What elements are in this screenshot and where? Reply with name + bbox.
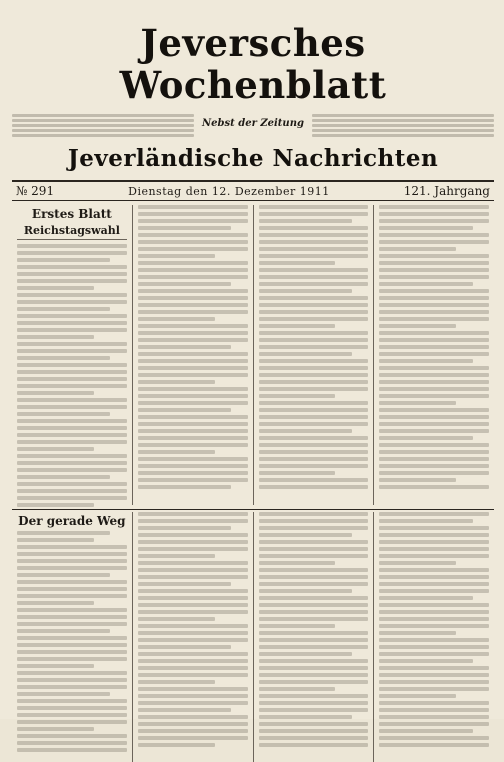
lower-column-2: [133, 512, 254, 762]
issue-number: № 291: [16, 184, 55, 198]
column-head: Der gerade Weg: [18, 514, 126, 528]
lower-column-1: [12, 512, 133, 762]
masthead-subrow: [12, 112, 494, 142]
column-3: [254, 205, 375, 505]
second-title: Jeverländische Nachrichten: [67, 145, 439, 172]
masthead-right-notes: [308, 112, 494, 139]
issue-date: Dienstag den 12. Dezember 1911: [128, 184, 330, 198]
masthead-left-notes: [12, 112, 198, 139]
lower-column-3: [254, 512, 375, 762]
lower-column-4: [374, 512, 494, 762]
column-1: [12, 205, 133, 505]
column-subhead: Reichstagswahl: [17, 224, 127, 240]
column-2: [133, 205, 254, 505]
masthead-subtitle: Nebst der Zeitung: [202, 118, 304, 129]
column-4: [374, 205, 494, 505]
upper-columns: [12, 205, 494, 505]
lower-columns: [12, 512, 494, 762]
issue-bar: [12, 180, 494, 201]
column-head: Erstes Blatt: [31, 207, 112, 221]
issue-year: 121. Jahrgang: [403, 184, 490, 198]
masthead-title: Jeversches Wochenblatt: [119, 21, 387, 107]
section-divider: [12, 509, 494, 510]
